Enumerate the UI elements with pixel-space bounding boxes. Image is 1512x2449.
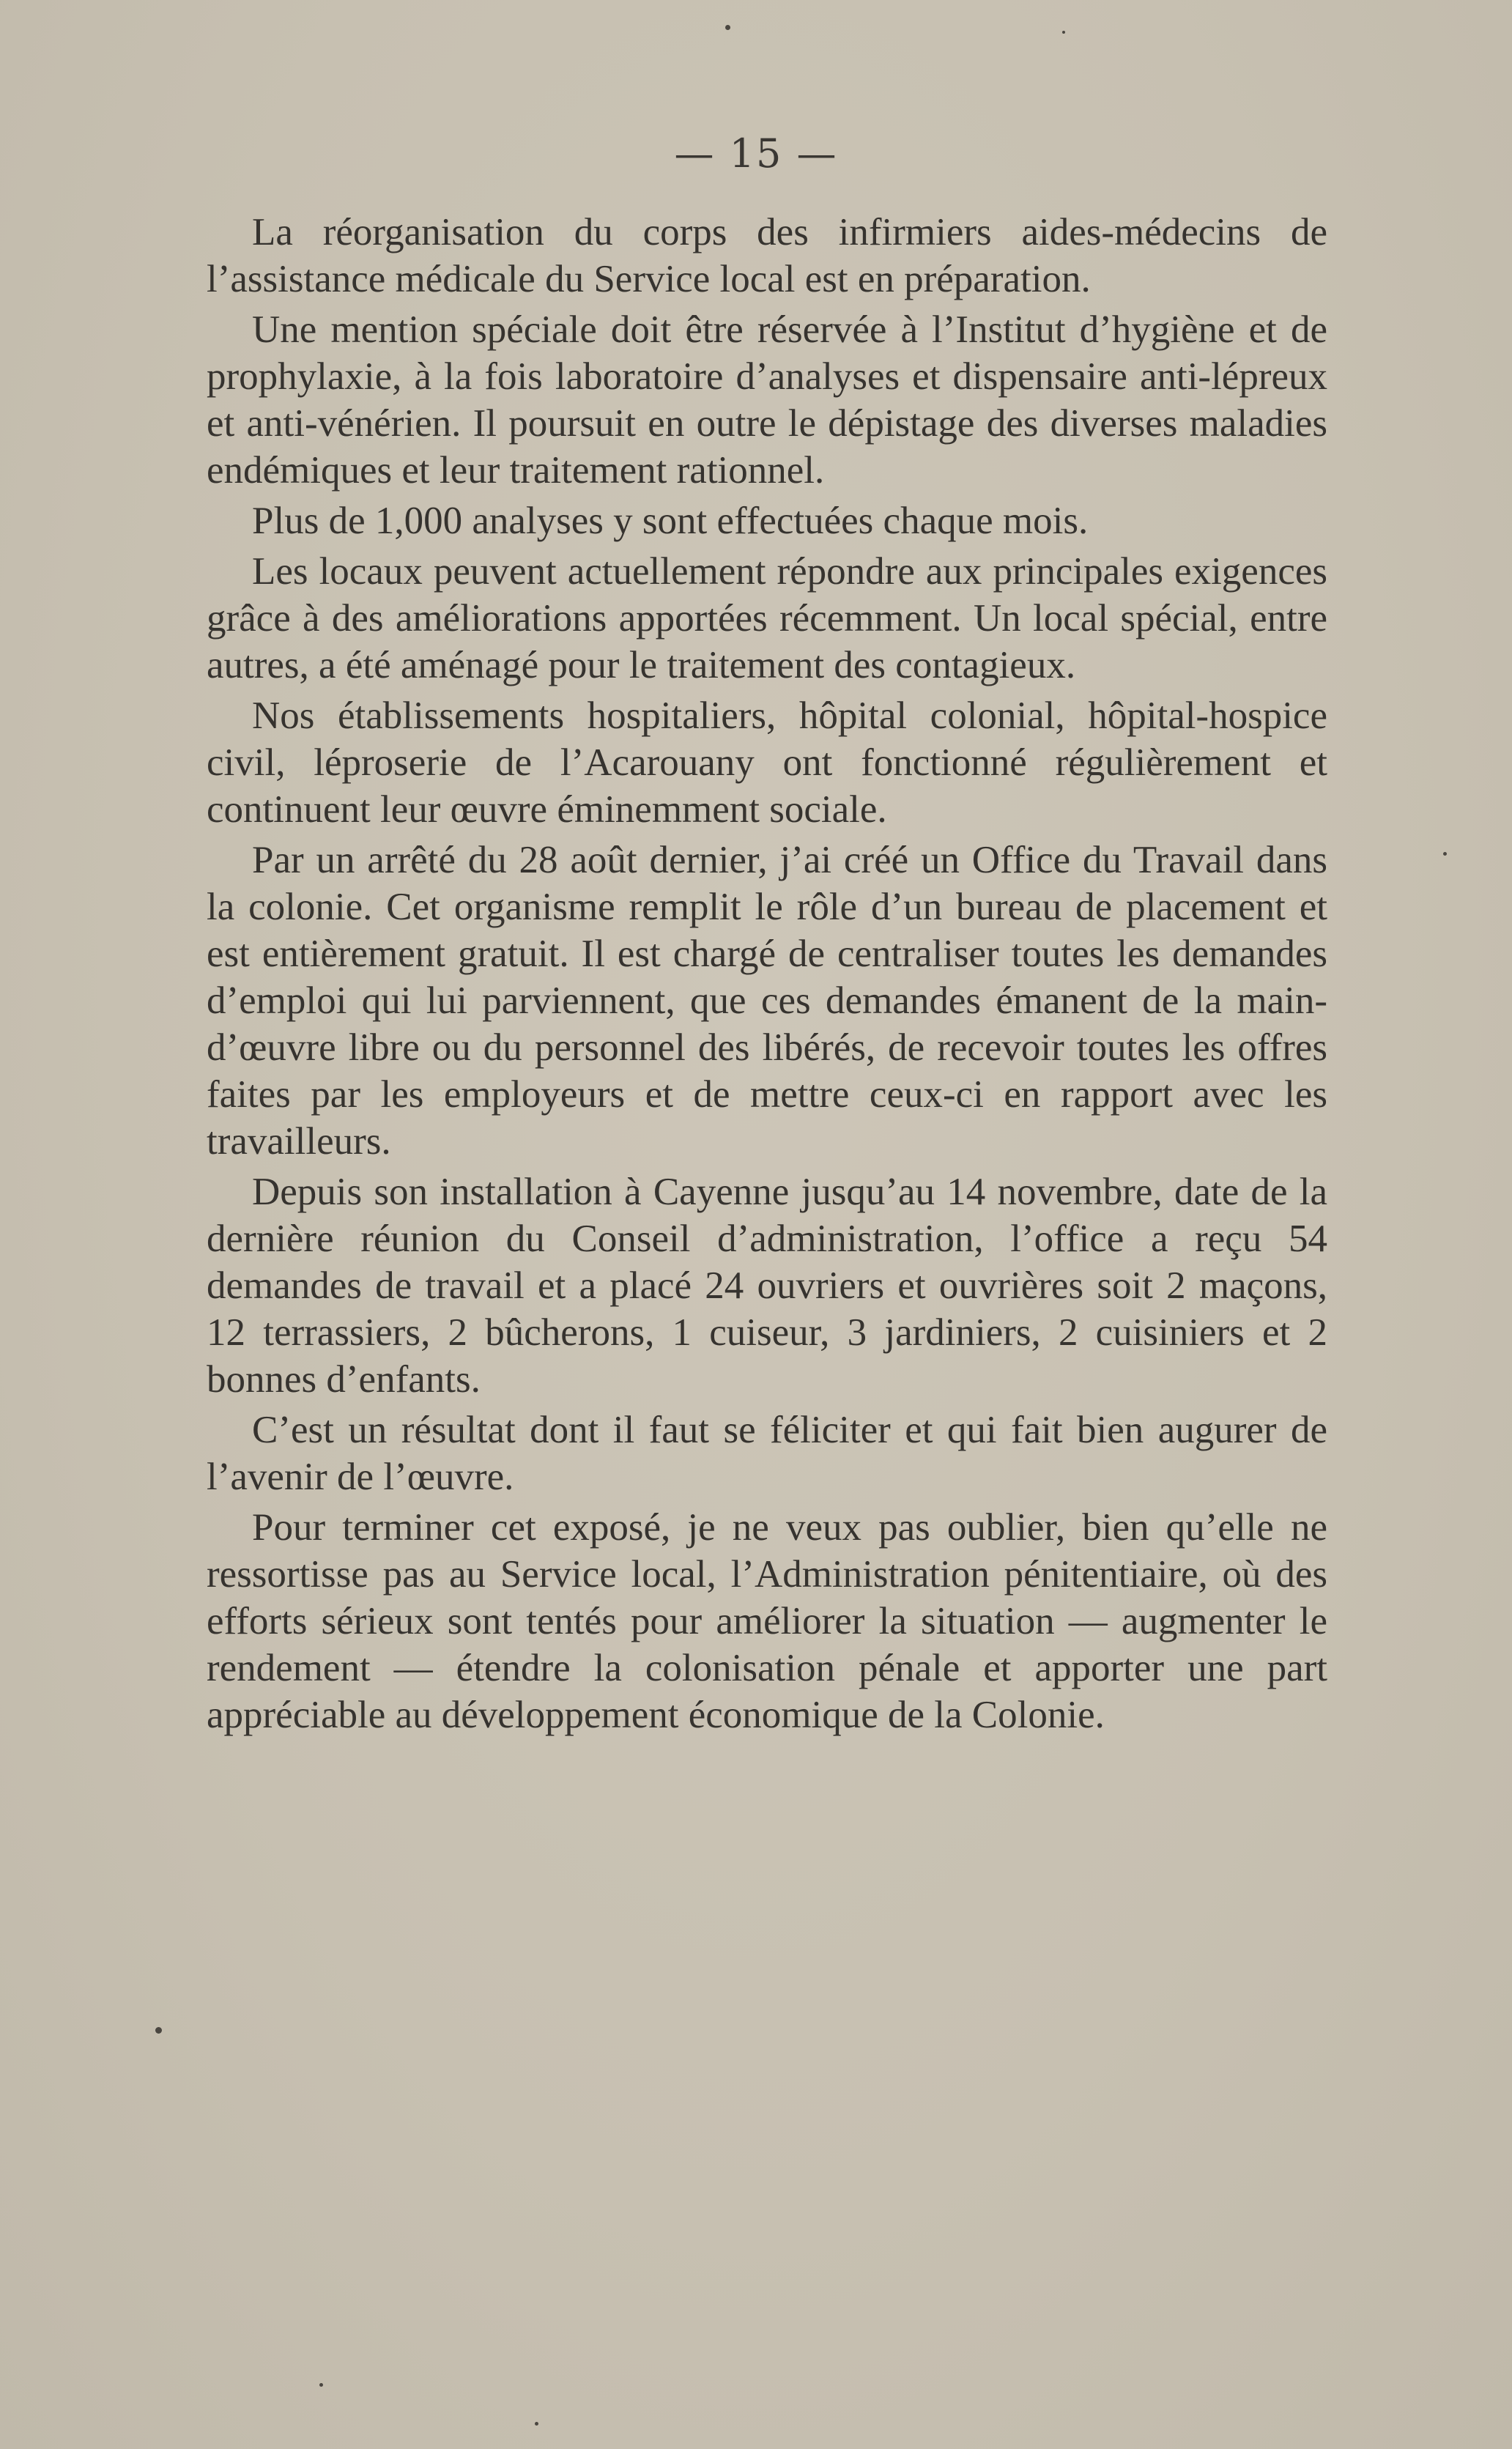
paragraph: Les locaux peuvent actuellement répondre aux principales exigences grâce à des améliorations apportées récemment. Un local spécial, entre autres, a été aménagé pour le traitement des contagieux. bbox=[207, 550, 1327, 686]
paragraph: Depuis son installation à Cayenne jusqu’au 14 novembre, date de la dernière réunion du Conseil d’administration, l’office a reçu 54 demandes de travail et a placé 24 ouvriers et ouvrières soit 2 maçons, 12 terrassiers, 2 bûcherons, 1 cuiseur, 3 jardiniers, 2 cuisiniers et 2 bonnes d’enfants. bbox=[207, 1171, 1327, 1401]
paragraph: Pour terminer cet exposé, je ne veux pas oublier, bien qu’elle ne ressortisse pas au Service local, l’Administration pénitentiaire, où des efforts sérieux sont tentés pour améliorer la situation — augmenter le rendement — étendre la colonisation pénale et apporter une part appréciable au développement économique de la Colonie. bbox=[207, 1506, 1327, 1736]
paper-speck bbox=[725, 25, 730, 30]
page-number: — 15 — bbox=[674, 130, 838, 177]
paper-speck bbox=[155, 2027, 162, 2034]
paragraph: C’est un résultat dont il faut se féliciter et qui fait bien augurer de l’avenir de l’œuvre. bbox=[207, 1409, 1327, 1498]
body-text bbox=[207, 209, 1327, 1742]
paper-speck bbox=[535, 2422, 538, 2426]
paper-speck bbox=[1062, 31, 1065, 34]
paragraph: Une mention spéciale doit être réservée à l’Institut d’hygiène et de prophylaxie, à la fois laboratoire d’analyses et dispensaire anti-lépreux et anti-vénérien. Il poursuit en outre le dépistage des diverses maladies endémiques et leur traitement rationnel. bbox=[207, 308, 1327, 492]
paper-speck bbox=[1443, 852, 1447, 856]
paragraph: La réorganisation du corps des infirmiers aides-médecins de l’assistance médicale du Service local est en préparation. bbox=[207, 211, 1327, 300]
paragraph: Plus de 1,000 analyses y sont effectuées chaque mois. bbox=[252, 500, 1089, 542]
paragraph: Nos établissements hospitaliers, hôpital colonial, hôpital-hospice civil, léproserie de l’Acarouany ont fonctionné régulièrement et continuent leur œuvre éminemment sociale. bbox=[207, 694, 1327, 831]
paper-speck bbox=[319, 2383, 323, 2387]
paragraph: Par un arrêté du 28 août dernier, j’ai créé un Office du Travail dans la colonie. Cet organisme remplit le rôle d’un bureau de placement et est entièrement gratuit. Il est chargé de centraliser toutes les demandes d’emploi qui lui parviennent, que ces demandes émanent de la main-d’œuvre libre ou du personnel des libérés, de recevoir toutes les offres faites par les employeurs et de mettre ceux-ci en rapport avec les travailleurs. bbox=[207, 839, 1327, 1163]
